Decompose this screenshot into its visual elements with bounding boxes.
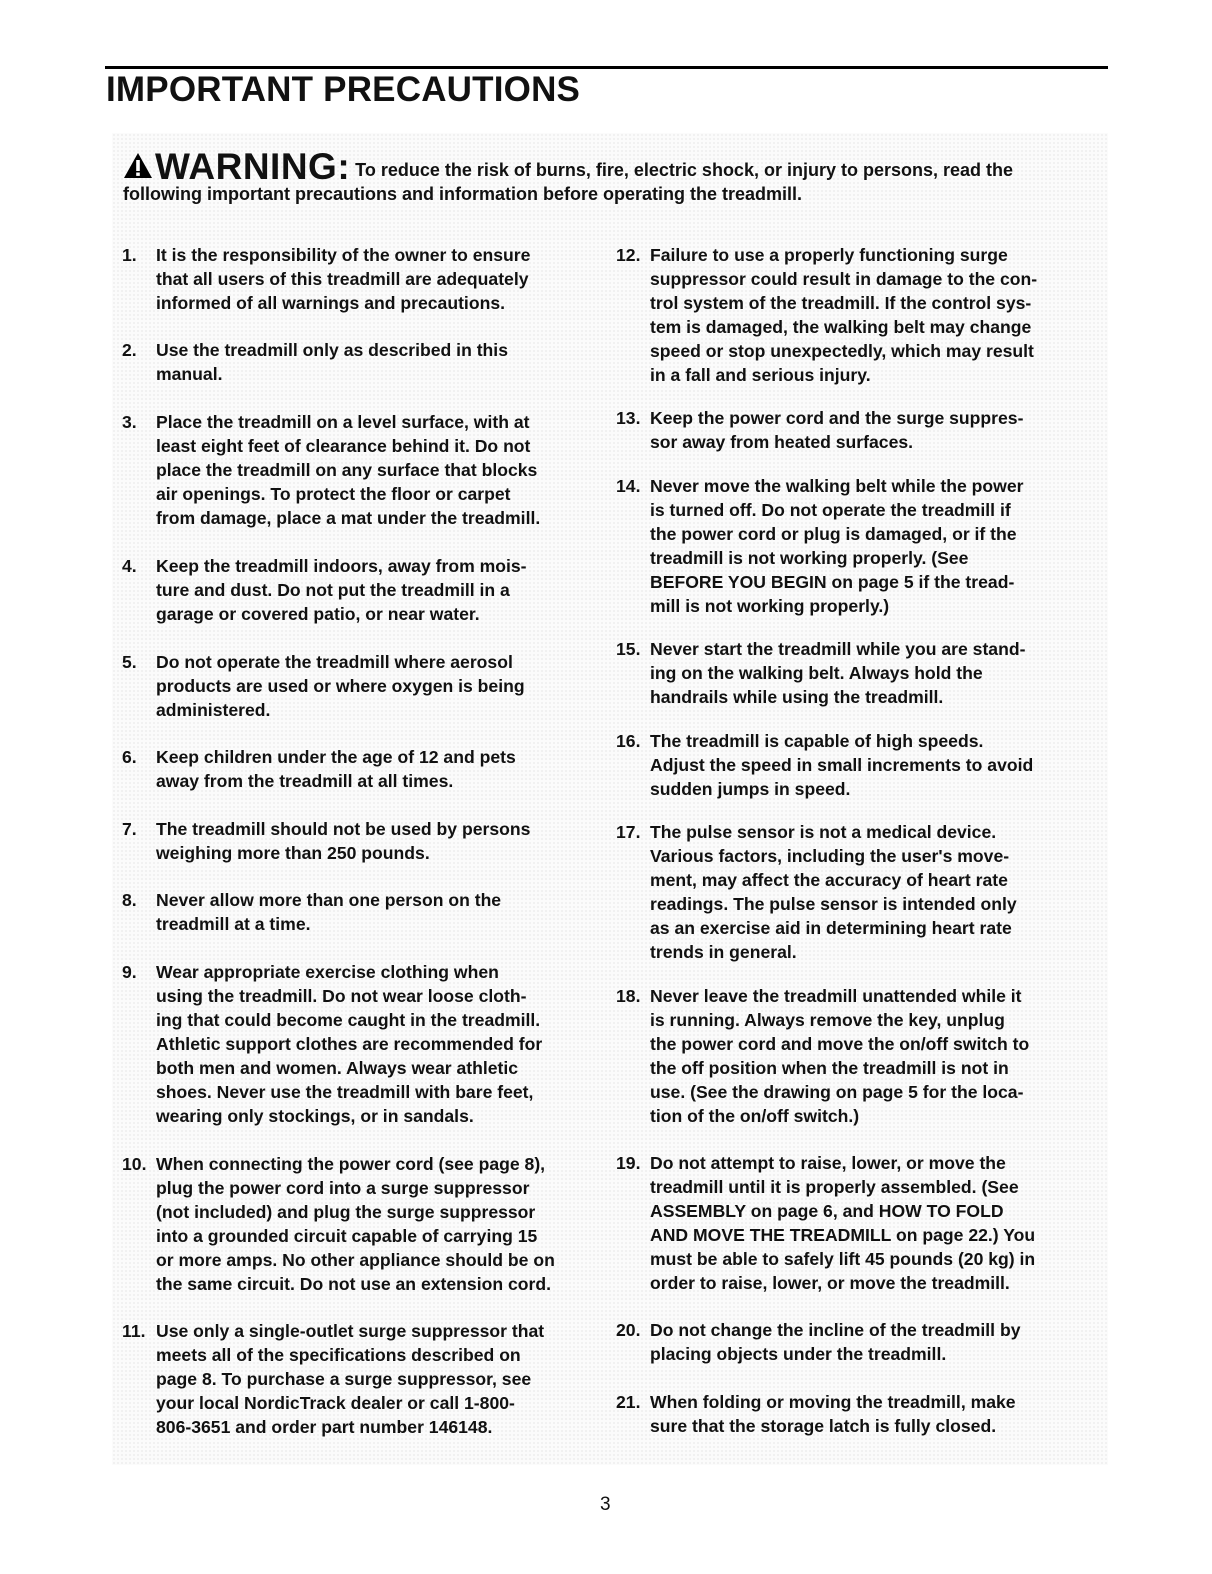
item-number: 8. — [122, 890, 137, 910]
item-line: Never leave the treadmill unattended while it — [650, 986, 1022, 1006]
item-text — [650, 820, 1017, 964]
item-text — [156, 650, 525, 722]
item-line: least eight feet of clearance behind it. Do not — [156, 436, 531, 456]
item-line: sure that the storage latch is fully closed. — [650, 1416, 997, 1436]
item-text — [650, 984, 1029, 1128]
item-line: treadmill until it is properly assembled. (See — [650, 1177, 1019, 1197]
item-line: products are used or where oxygen is being — [156, 676, 525, 696]
item-line: Never allow more than one person on the — [156, 890, 502, 910]
item-line: the same circuit. Do not use an extension cord. — [156, 1274, 551, 1294]
item-line: using the treadmill. Do not wear loose cloth- — [156, 986, 527, 1006]
item-line: (not included) and plug the surge suppressor — [156, 1202, 536, 1222]
item-line: 806-3651 and order part number 146148. — [156, 1417, 493, 1437]
item-line: When folding or moving the treadmill, make — [650, 1392, 1016, 1412]
item-line: ing on the walking belt. Always hold the — [650, 663, 983, 683]
item-line: ing that could become caught in the treadmill. — [156, 1010, 541, 1030]
item-number: 18. — [616, 986, 641, 1006]
item-line: The pulse sensor is not a medical device. — [650, 822, 997, 842]
item-line: speed or stop unexpectedly, which may result — [650, 341, 1034, 361]
item-line: Do not operate the treadmill where aerosol — [156, 652, 513, 672]
item-line: or more amps. No other appliance should be on — [156, 1250, 555, 1270]
item-line: AND MOVE THE TREADMILL on page 22.) You — [650, 1225, 1036, 1245]
item-text — [156, 1319, 544, 1439]
item-number: 11. — [122, 1321, 146, 1341]
item-line: manual. — [156, 364, 223, 384]
item-line: Wear appropriate exercise clothing when — [156, 962, 499, 982]
item-text — [156, 1152, 555, 1296]
item-line: must be able to safely lift 45 pounds (20 kg) in — [650, 1249, 1036, 1269]
item-number: 17. — [616, 822, 641, 842]
item-line: readings. The pulse sensor is intended only — [650, 894, 1017, 914]
item-line: the power cord or plug is damaged, or if the — [650, 524, 1017, 544]
item-line: sor away from heated surfaces. — [650, 432, 914, 452]
item-line: Never move the walking belt while the power — [650, 476, 1024, 496]
item-line: Athletic support clothes are recommended for — [156, 1034, 543, 1054]
item-line: use. (See the drawing on page 5 for the loca- — [650, 1082, 1024, 1102]
warning-label: WARNING: — [155, 146, 351, 187]
item-line: tem is damaged, the walking belt may change — [650, 317, 1032, 337]
item-number: 21. — [616, 1392, 641, 1412]
item-line: garage or covered patio, or near water. — [156, 604, 480, 624]
item-text — [156, 338, 508, 386]
item-line: the power cord and move the on/off switch to — [650, 1034, 1030, 1054]
item-line: air openings. To protect the floor or carpet — [156, 484, 511, 504]
item-line: Various factors, including the user's move- — [650, 846, 1010, 866]
item-line: treadmill is not working properly. (See — [650, 548, 969, 568]
item-number: 4. — [122, 556, 137, 576]
item-text — [156, 960, 542, 1128]
item-line: your local NordicTrack dealer or call 1-800- — [156, 1393, 515, 1413]
item-text — [650, 406, 1023, 454]
item-line: It is the responsibility of the owner to ensure — [156, 245, 531, 265]
item-line: weighing more than 250 pounds. — [156, 843, 430, 863]
item-line: Do not change the incline of the treadmill by — [650, 1320, 1021, 1340]
item-line: Never start the treadmill while you are stand- — [650, 639, 1026, 659]
warning-triangle-icon — [123, 152, 153, 179]
warning-statement — [123, 146, 1098, 206]
item-line: treadmill at a time. — [156, 914, 311, 934]
item-number: 20. — [616, 1320, 641, 1340]
item-line: When connecting the power cord (see page 8), — [156, 1154, 546, 1174]
page-number: 3 — [600, 1494, 611, 1515]
item-line: is turned off. Do not operate the treadmill if — [650, 500, 1011, 520]
item-line: sudden jumps in speed. — [650, 779, 851, 799]
item-line: order to raise, lower, or move the treadmill. — [650, 1273, 1010, 1293]
item-line: mill is not working properly.) — [650, 596, 890, 616]
warning-line-1: To reduce the risk of burns, fire, electric shock, or injury to persons, read the — [355, 160, 1014, 180]
item-line: place the treadmill on any surface that blocks — [156, 460, 538, 480]
item-number: 10. — [122, 1154, 147, 1174]
item-text — [650, 474, 1023, 618]
item-text — [650, 637, 1025, 709]
item-line: handrails while using the treadmill. — [650, 687, 944, 707]
item-line: Place the treadmill on a level surface, with at — [156, 412, 530, 432]
item-line: Keep children under the age of 12 and pets — [156, 747, 516, 767]
item-line: ment, may affect the accuracy of heart rate — [650, 870, 1008, 890]
item-number: 1. — [122, 245, 137, 265]
item-line: the off position when the treadmill is not in — [650, 1058, 1009, 1078]
item-number: 13. — [616, 408, 641, 428]
item-line: wearing only stockings, or in sandals. — [156, 1106, 474, 1126]
item-text — [156, 817, 530, 865]
item-line: into a grounded circuit capable of carrying 15 — [156, 1226, 538, 1246]
item-line: BEFORE YOU BEGIN on page 5 if the tread- — [650, 572, 1015, 592]
item-number: 5. — [122, 652, 137, 672]
item-number: 9. — [122, 962, 137, 982]
item-number: 2. — [122, 340, 137, 360]
item-number: 12. — [616, 245, 641, 265]
item-line: The treadmill should not be used by persons — [156, 819, 531, 839]
warning-line-2: following important precautions and information before operating the treadmill. — [123, 184, 803, 204]
item-line: away from the treadmill at all times. — [156, 771, 454, 791]
item-line: Do not attempt to raise, lower, or move the — [650, 1153, 1006, 1173]
item-line: plug the power cord into a surge suppressor — [156, 1178, 530, 1198]
item-text — [650, 1151, 1035, 1295]
header-rule — [105, 66, 1108, 69]
item-text — [650, 1390, 1016, 1438]
item-line: Failure to use a properly functioning surge — [650, 245, 1008, 265]
item-text — [156, 243, 530, 315]
item-line: Use only a single-outlet surge suppressor that — [156, 1321, 545, 1341]
item-line: suppressor could result in damage to the con- — [650, 269, 1038, 289]
item-line: shoes. Never use the treadmill with bare feet, — [156, 1082, 534, 1102]
item-line: administered. — [156, 700, 271, 720]
item-line: Use the treadmill only as described in this — [156, 340, 508, 360]
item-line: that all users of this treadmill are adequately — [156, 269, 529, 289]
item-line: Keep the treadmill indoors, away from mois- — [156, 556, 527, 576]
item-number: 14. — [616, 476, 641, 496]
item-line: placing objects under the treadmill. — [650, 1344, 947, 1364]
item-line: is running. Always remove the key, unplug — [650, 1010, 1005, 1030]
item-number: 3. — [122, 412, 137, 432]
item-text — [156, 410, 540, 530]
page-title: IMPORTANT PRECAUTIONS — [106, 70, 581, 109]
item-number: 7. — [122, 819, 137, 839]
item-line: ASSEMBLY on page 6, and HOW TO FOLD — [650, 1201, 1004, 1221]
item-line: trends in general. — [650, 942, 797, 962]
item-line: meets all of the specifications described on — [156, 1345, 521, 1365]
item-line: tion of the on/off switch.) — [650, 1106, 860, 1126]
item-text — [156, 554, 527, 626]
item-text — [650, 729, 1033, 801]
item-text — [650, 243, 1037, 387]
item-line: The treadmill is capable of high speeds. — [650, 731, 984, 751]
item-number: 6. — [122, 747, 137, 767]
item-number: 19. — [616, 1153, 641, 1173]
item-line: from damage, place a mat under the treadmill. — [156, 508, 541, 528]
item-line: both men and women. Always wear athletic — [156, 1058, 519, 1078]
item-line: Adjust the speed in small increments to avoid — [650, 755, 1034, 775]
item-text — [156, 745, 516, 793]
item-number: 15. — [616, 639, 641, 659]
item-line: in a fall and serious injury. — [650, 365, 871, 385]
item-number: 16. — [616, 731, 641, 751]
item-line: informed of all warnings and precautions. — [156, 293, 505, 313]
item-text — [650, 1318, 1020, 1366]
item-line: ture and dust. Do not put the treadmill in a — [156, 580, 510, 600]
item-line: Keep the power cord and the surge suppres- — [650, 408, 1024, 428]
item-line: trol system of the treadmill. If the control sys- — [650, 293, 1032, 313]
item-text — [156, 888, 501, 936]
item-line: as an exercise aid in determining heart rate — [650, 918, 1012, 938]
item-line: page 8. To purchase a surge suppressor, see — [156, 1369, 532, 1389]
